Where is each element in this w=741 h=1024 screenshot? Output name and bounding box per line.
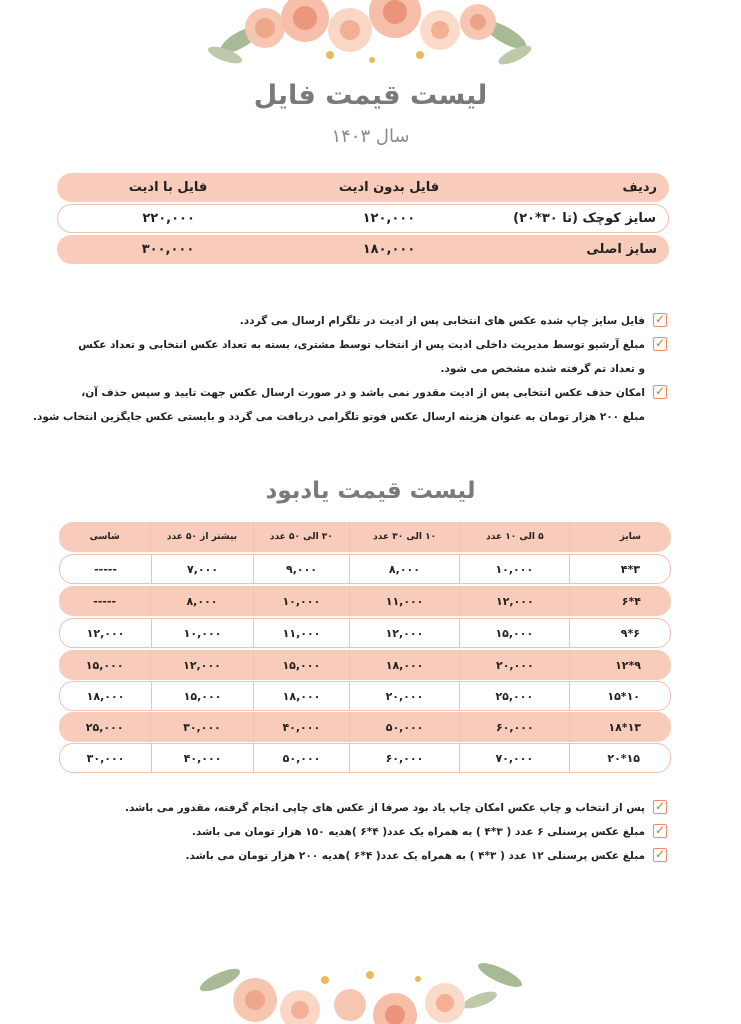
col-header: سایز <box>569 522 671 552</box>
table-cell: ۸,۰۰۰ <box>349 555 459 583</box>
table-row <box>59 650 671 680</box>
col-header: ۳۰ الی ۵۰ عدد <box>253 522 349 552</box>
table-row <box>59 618 671 648</box>
table-cell: ۴*۶ <box>569 586 671 616</box>
table-cell: ----- <box>94 562 117 576</box>
checkbox-checked-icon: ✓ <box>654 312 666 326</box>
table-cell: ۵۰,۰۰۰ <box>349 712 459 742</box>
col-header: فایل بدون ادیت <box>338 180 440 195</box>
table-cell: سایز اصلی <box>586 242 657 257</box>
table-cell: ۶*۹ <box>569 619 670 647</box>
table-row <box>59 743 671 773</box>
table-cell: ۳۰,۰۰۰ <box>86 751 125 765</box>
note-item <box>33 381 667 429</box>
table-row <box>59 681 671 711</box>
col-header: ردیف <box>622 180 657 195</box>
table-row <box>59 712 671 742</box>
table-cell: ۵۰,۰۰۰ <box>253 744 349 772</box>
note-text: مبلغ عکس پرسنلی ۶ عدد ( ۳*۴ ) به همراه یک عدد( ۴*۶ )هدیه ۱۵۰ هزار تومان می باشد. <box>191 826 645 838</box>
table-cell: ۲۰,۰۰۰ <box>459 650 569 680</box>
checkbox-checked-icon: ✓ <box>654 847 666 861</box>
keepsake-table-header <box>59 522 671 552</box>
note-text: مبلغ آرشیو توسط مدیریت داخلی ادیت پس از انتخاب توسط مشتری، بسته به تعداد عکس انتخابی و تعداد عکس <box>78 339 645 351</box>
table-cell: ۱۸,۰۰۰ <box>349 650 459 680</box>
table-cell: ۷,۰۰۰ <box>151 555 253 583</box>
note-text: پس از انتخاب و چاپ عکس امکان چاپ یاد بود صرفا از عکس های چاپی انجام گرفته، مقدور می باشد. <box>124 802 645 814</box>
table-cell: ۱۱,۰۰۰ <box>349 586 459 616</box>
table-cell: ۱۵,۰۰۰ <box>151 682 253 710</box>
keepsake-price-title: لیست قیمت یادبود <box>265 478 476 504</box>
table-cell: ۳*۴ <box>569 555 670 583</box>
checkbox-checked-icon: ✓ <box>654 384 666 398</box>
table-cell: ۱۲,۰۰۰ <box>86 626 125 640</box>
table-cell: ۴۰,۰۰۰ <box>253 712 349 742</box>
table-cell: ۱۵,۰۰۰ <box>253 650 349 680</box>
note-item <box>33 309 667 333</box>
table-cell: ۱۵,۰۰۰ <box>85 658 124 672</box>
table-cell: ۱۲,۰۰۰ <box>150 650 252 680</box>
table-cell: ۶۰,۰۰۰ <box>459 712 569 742</box>
table-cell: ۷۰,۰۰۰ <box>459 744 569 772</box>
note-item <box>33 333 667 381</box>
file-notes <box>33 309 667 429</box>
checkbox-checked-icon: ✓ <box>654 823 666 837</box>
table-cell: سایز کوچک (تا ۳۰*۲۰) <box>513 211 656 226</box>
table-row <box>59 586 671 616</box>
table-cell: ۹,۰۰۰ <box>253 555 349 583</box>
year-label: سال ۱۴۰۳ <box>331 126 410 147</box>
table-cell: ۲۵,۰۰۰ <box>459 682 569 710</box>
col-header: ۱۰ الی ۳۰ عدد <box>349 522 459 552</box>
floral-decoration-bottom <box>0 955 741 1024</box>
table-cell: ۱۲,۰۰۰ <box>459 586 569 616</box>
table-cell: ----- <box>93 594 117 608</box>
checkbox-checked-icon: ✓ <box>654 336 666 350</box>
col-header: شاسی <box>89 532 120 542</box>
table-cell: ۱۳*۱۸ <box>569 712 671 742</box>
note-item <box>125 796 667 820</box>
table-cell: ۱۰,۰۰۰ <box>459 555 569 583</box>
table-cell: ۱۵*۲۰ <box>569 744 670 772</box>
table-cell: ۳۰,۰۰۰ <box>150 712 252 742</box>
table-cell: ۱۲,۰۰۰ <box>349 619 459 647</box>
table-cell: ۶۰,۰۰۰ <box>349 744 459 772</box>
table-row <box>59 554 671 584</box>
file-price-table-frame <box>57 173 669 264</box>
table-cell: ۸,۰۰۰ <box>150 586 252 616</box>
col-header: بیشتر از ۵۰ عدد <box>150 522 252 552</box>
col-header: ۵ الی ۱۰ عدد <box>459 522 569 552</box>
floral-decoration-top <box>0 0 741 80</box>
note-text: مبلغ ۲۰۰ هزار تومان به عنوان هزینه ارسال عکس فوتو تلگرامی دریافت می گردد و بایستی عکس جایگزین انتخاب شود. <box>33 411 645 423</box>
table-cell: ۱۵,۰۰۰ <box>459 619 569 647</box>
table-cell: ۳۰۰,۰۰۰ <box>141 242 195 257</box>
table-cell: ۱۰,۰۰۰ <box>253 586 349 616</box>
col-header: فایل با ادیت <box>128 180 208 195</box>
table-cell: ۲۰,۰۰۰ <box>349 682 459 710</box>
note-text: و تعداد تم گرفته شده مشخص می شود. <box>440 363 645 375</box>
keepsake-notes <box>125 796 667 868</box>
table-cell: ۲۵,۰۰۰ <box>85 720 124 734</box>
table-cell: ۱۸,۰۰۰ <box>253 682 349 710</box>
note-item <box>125 844 667 868</box>
table-cell: ۴۰,۰۰۰ <box>151 744 253 772</box>
table-cell: ۹*۱۲ <box>569 650 671 680</box>
table-cell: ۱۲۰,۰۰۰ <box>362 211 416 226</box>
table-cell: ۱۰,۰۰۰ <box>151 619 253 647</box>
file-price-title: لیست قیمت فایل <box>253 80 488 111</box>
note-text: مبلغ عکس پرسنلی ۱۲ عدد ( ۳*۴ ) به همراه یک عدد( ۴*۶ )هدیه ۲۰۰ هزار تومان می باشد. <box>185 850 645 862</box>
note-text: امکان حذف عکس انتخابی پس از ادیت مقدور نمی باشد و در صورت ارسال عکس جهت تایید و سپس حذف آن، <box>81 387 645 399</box>
table-cell: ۱۰*۱۵ <box>569 682 670 710</box>
table-cell: ۱۸۰,۰۰۰ <box>362 242 416 257</box>
table-cell: ۲۲۰,۰۰۰ <box>142 211 195 226</box>
table-cell: ۱۱,۰۰۰ <box>253 619 349 647</box>
checkbox-checked-icon: ✓ <box>654 799 666 813</box>
table-cell: ۱۸,۰۰۰ <box>86 689 125 703</box>
note-item <box>125 820 667 844</box>
note-text: فایل سایز چاپ شده عکس های انتخابی پس از ادیت در تلگرام ارسال می گردد. <box>239 315 645 327</box>
